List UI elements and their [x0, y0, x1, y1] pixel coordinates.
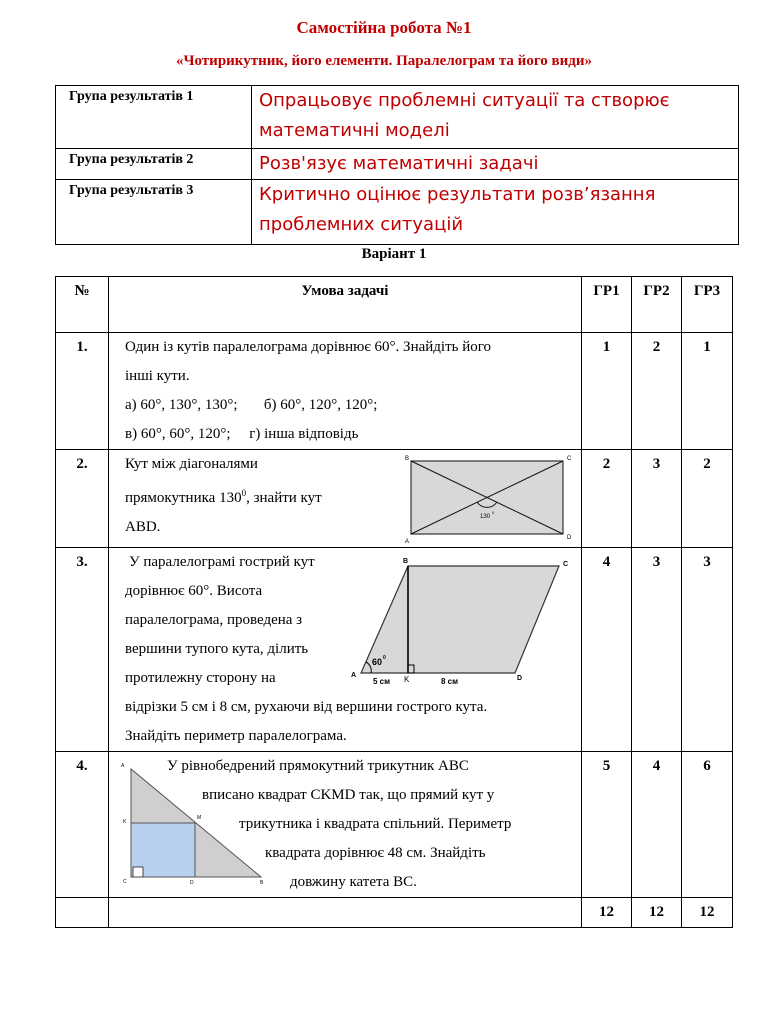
- task-line: інші кути.: [125, 368, 190, 384]
- right-angle-mark: [133, 867, 143, 877]
- rectangle-figure: [381, 452, 581, 544]
- task-condition: [109, 548, 582, 752]
- page-subtitle: «Чотирикутник, його елементи. Паралелограм та його види»: [176, 53, 592, 69]
- label-c: C: [563, 561, 569, 568]
- label-k: K: [123, 819, 127, 825]
- table-row: [56, 548, 733, 752]
- total-gr2: 12: [632, 898, 682, 928]
- task-number: 1.: [56, 333, 109, 450]
- task-line: вершини тупого кута, ділить: [125, 641, 309, 657]
- task-number: 4.: [56, 752, 109, 898]
- group-row: [56, 86, 739, 149]
- task-gr3: 2: [682, 450, 733, 548]
- group-label: Група результатів 2: [56, 149, 252, 180]
- task-line: в) 60°, 60°, 120°; г) інша відповідь: [125, 426, 359, 442]
- label-d: D: [190, 880, 194, 886]
- task-gr1: 2: [582, 450, 632, 548]
- total-gr3: 12: [682, 898, 733, 928]
- task-gr2: 4: [632, 752, 682, 898]
- task-line: ABD.: [125, 519, 161, 535]
- group-row: [56, 180, 739, 245]
- label-c: C: [567, 456, 572, 462]
- task-line: довжину катета BC.: [290, 874, 417, 890]
- task-line: квадрата дорівнює 48 см. Знайдіть: [265, 845, 486, 861]
- variant-title: Варіант 1: [361, 246, 427, 262]
- task-gr1: 4: [582, 548, 632, 752]
- total-gr1: 12: [582, 898, 632, 928]
- label-b: B: [260, 880, 264, 886]
- task-number: 3.: [56, 548, 109, 752]
- table-row: [56, 752, 733, 898]
- angle-degree: 0: [383, 655, 386, 661]
- header-gr1: ГР1: [582, 277, 632, 333]
- header-condition: Умова задачі: [109, 277, 582, 333]
- tasks-table: [55, 276, 733, 928]
- page-title: Самостійна робота №1: [296, 18, 472, 37]
- triangle-figure: [115, 757, 265, 891]
- task-condition: [109, 450, 582, 548]
- task-line: Кут між діагоналями: [125, 456, 258, 472]
- task-gr2: 2: [632, 333, 682, 450]
- task-condition: [109, 752, 582, 898]
- task-gr3: 1: [682, 333, 733, 450]
- task-gr1: 1: [582, 333, 632, 450]
- angle-label: 130: [480, 514, 491, 520]
- angle-label: 60: [372, 657, 383, 667]
- segment-ak: 5 см: [373, 677, 391, 686]
- task-gr2: 3: [632, 548, 682, 752]
- task-line: дорівнює 60°. Висота: [125, 583, 263, 599]
- totals-row: [56, 898, 733, 928]
- task-line: паралелограма, проведена з: [125, 612, 303, 628]
- label-b: B: [403, 558, 409, 565]
- segment-kd: 8 см: [441, 677, 459, 686]
- label-a: A: [351, 672, 357, 679]
- degree-sup: 0: [241, 488, 247, 498]
- table-row: [56, 450, 733, 548]
- label-d: D: [567, 535, 572, 541]
- group-value: Розв'язує математичні задачі: [252, 149, 739, 180]
- label-a: A: [121, 763, 125, 769]
- header-gr3: ГР3: [682, 277, 733, 333]
- task-line: протилежну сторону на: [125, 670, 276, 686]
- task-line: вписано квадрат CKMD так, що прямий кут у: [202, 787, 495, 803]
- label-k: K: [404, 675, 410, 684]
- task-line: Один із кутів паралелограма дорівнює 60°. Знайдіть його: [125, 339, 492, 355]
- task-line: Знайдіть периметр паралелограма.: [125, 728, 347, 744]
- task-line: трикутника і квадрата спільний. Периметр: [239, 816, 512, 832]
- table-row: [56, 333, 733, 450]
- header-gr2: ГР2: [632, 277, 682, 333]
- group-value: Опрацьовує проблемні ситуації та створює математичні моделі: [252, 86, 739, 149]
- task-line-part: прямокутника 130: [125, 490, 242, 506]
- table-header-row: [56, 277, 733, 333]
- group-label: Група результатів 3: [56, 180, 252, 245]
- angle-degree: 0: [492, 510, 495, 515]
- task-gr1: 5: [582, 752, 632, 898]
- group-value: Критично оцінює результати розв’язання проблемних ситуацій: [252, 180, 739, 245]
- label-d: D: [517, 675, 523, 682]
- header-num: №: [56, 277, 109, 333]
- group-label: Група результатів 1: [56, 86, 252, 149]
- totals-empty-num: [56, 898, 109, 928]
- task-line: У рівнобедрений прямокутний трикутник ABC: [167, 758, 469, 774]
- task-line: відрізки 5 см і 8 см, рухаючи від вершини гострого кута.: [125, 699, 488, 715]
- task-gr2: 3: [632, 450, 682, 548]
- results-groups-table: [55, 85, 739, 245]
- task-line: а) 60°, 130°, 130°; б) 60°, 120°, 120°;: [125, 397, 378, 413]
- label-m: M: [197, 815, 202, 821]
- task-gr3: 6: [682, 752, 733, 898]
- label-b: B: [405, 456, 410, 462]
- task-line-part: , знайти кут: [246, 490, 322, 506]
- task-number: 2.: [56, 450, 109, 548]
- task-line: У паралелограмі гострий кут: [129, 554, 315, 570]
- task-condition: [109, 333, 582, 450]
- label-a: A: [405, 539, 410, 544]
- group-row: [56, 149, 739, 180]
- totals-empty-condition: [109, 898, 582, 928]
- label-c: C: [123, 879, 127, 885]
- parallelogram-figure: [349, 556, 579, 688]
- parallelogram-shape: [361, 566, 559, 673]
- task-gr3: 3: [682, 548, 733, 752]
